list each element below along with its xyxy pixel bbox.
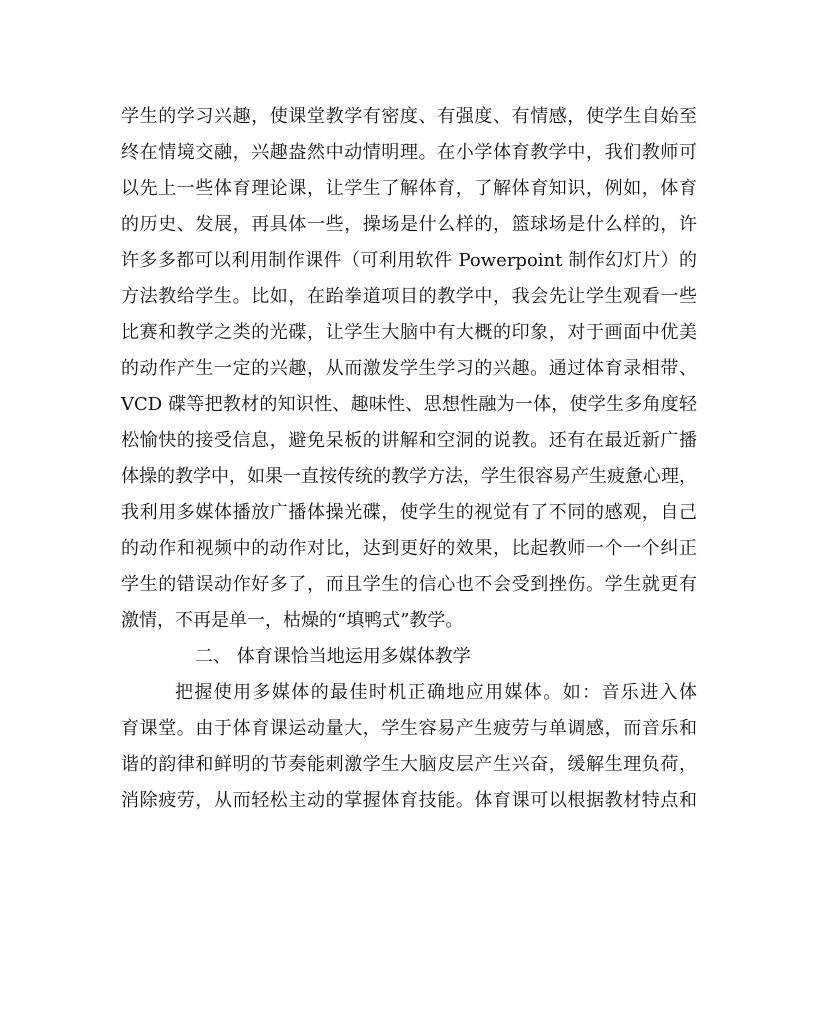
paragraph-line: 的历史、发展，再具体一些，操场是什么样的，篮球场是什么样的，许 [121, 214, 697, 235]
paragraph-line: 许多多都可以利用制作课件（可利用软件 Powerpoint 制作幻灯片）的 [121, 250, 697, 271]
paragraph-line: 我利用多媒体播放广播体操光碟，使学生的视觉有了不同的感观，自己 [121, 502, 697, 523]
paragraph-line: VCD 碟等把教材的知识性、趣味性、思想性融为一体，使学生多角度轻 [121, 394, 697, 415]
paragraph-line: 终在情境交融，兴趣盎然中动情明理。在小学体育教学中，我们教师可 [121, 142, 697, 163]
paragraph-line: 方法教给学生。比如，在跆拳道项目的教学中，我会先让学生观看一些 [121, 286, 697, 307]
paragraph-line: 育课堂。由于体育课运动量大，学生容易产生疲劳与单调感，而音乐和 [121, 718, 697, 739]
paragraph-line: 学生的错误动作好多了，而且学生的信心也不会受到挫伤。学生就更有 [121, 574, 697, 595]
paragraph-line: 把握使用多媒体的最佳时机正确地应用媒体。如：音乐进入体 [175, 682, 697, 703]
paragraph-line: 的动作和视频中的动作对比，达到更好的效果，比起教师一个一个纠正 [121, 538, 697, 559]
paragraph-line: 消除疲劳，从而轻松主动的掌握体育技能。体育课可以根据教材特点和 [121, 790, 697, 811]
paragraph-line: 谐的韵律和鲜明的节奏能刺激学生大脑皮层产生兴奋，缓解生理负荷， [121, 754, 697, 775]
paragraph-line: 学生的学习兴趣，使课堂教学有密度、有强度、有情感，使学生自始至 [121, 106, 697, 127]
paragraph-line: 松愉快的接受信息，避免呆板的讲解和空洞的说教。还有在最近新广播 [121, 430, 697, 451]
paragraph-line: 以先上一些体育理论课，让学生了解体育，了解体育知识，例如，体育 [121, 178, 697, 199]
paragraph-line: 的动作产生一定的兴趣，从而激发学生学习的兴趣。通过体育录相带、 [121, 358, 697, 379]
section-heading: 二、 体育课恰当地运用多媒体教学 [195, 646, 471, 667]
paragraph-line: 激情，不再是单一，枯燥的“填鸭式”教学。 [121, 610, 464, 631]
paragraph-line: 比赛和教学之类的光碟，让学生大脑中有大概的印象，对于画面中优美 [121, 322, 697, 343]
paragraph-line: 体操的教学中，如果一直按传统的教学方法，学生很容易产生疲惫心理， [121, 466, 697, 487]
